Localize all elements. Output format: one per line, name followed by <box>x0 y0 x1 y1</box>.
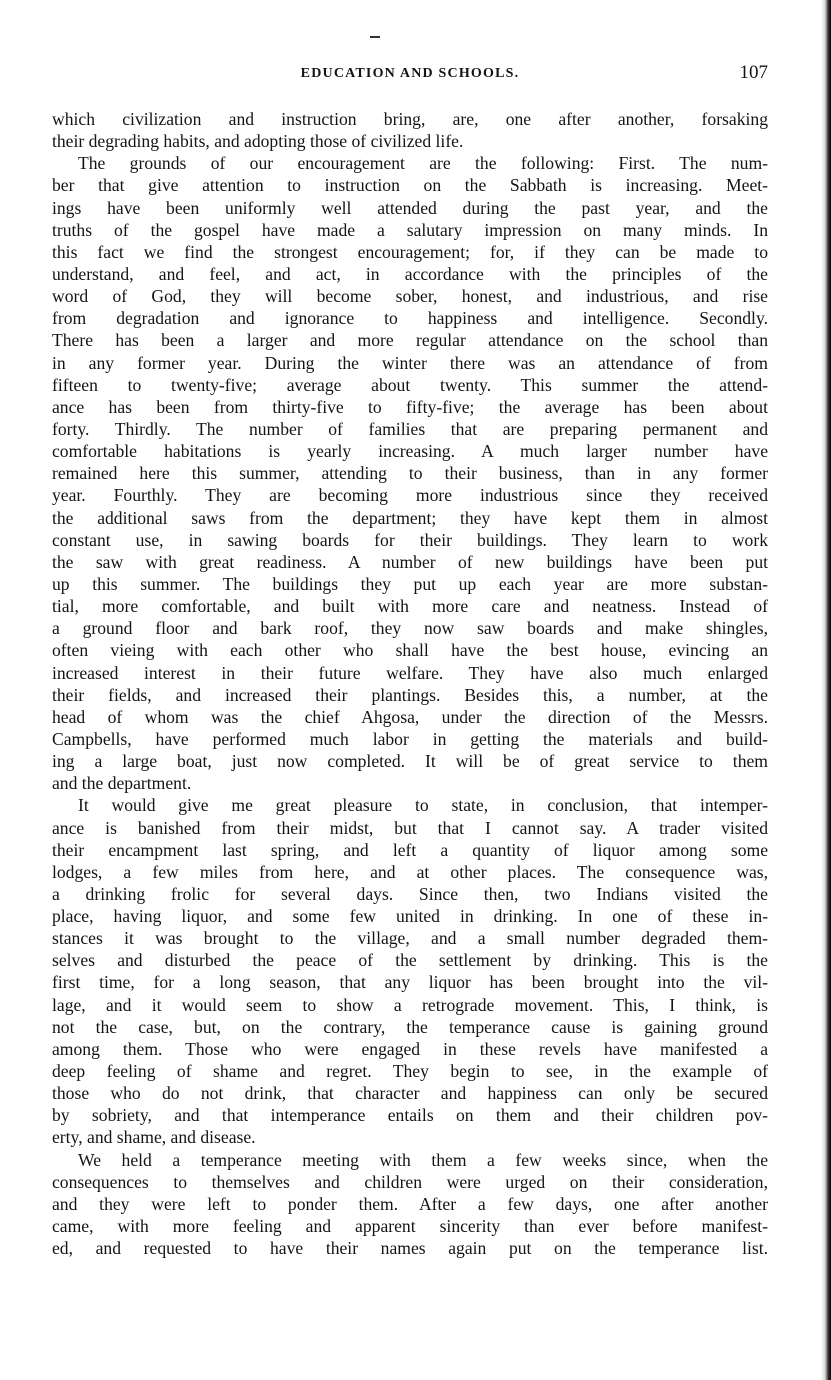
text-line: fifteen to twenty-five; average about twenty. This summer the attend- <box>52 374 768 395</box>
page-number: 107 <box>739 62 768 83</box>
text-line: word of God, they will become sober, honest, and industrious, and rise <box>52 286 768 307</box>
text-line: in any former year. During the winter there was an attendance of from <box>52 352 768 373</box>
text-line: lodges, a few miles from here, and at other places. The consequence was, <box>52 861 768 882</box>
body-text <box>52 108 768 1259</box>
text-line: erty, and shame, and disease. <box>52 1127 256 1148</box>
text-line: and they were left to ponder them. After a few days, one after another <box>52 1193 768 1214</box>
text-line: not the case, but, on the contrary, the temperance cause is gaining ground <box>52 1016 768 1037</box>
text-line: ber that give attention to instruction on the Sabbath is increasing. Meet- <box>52 175 768 196</box>
text-line: ing a large boat, just now completed. It will be of great service to them <box>52 751 768 772</box>
text-line: came, with more feeling and apparent sincerity than ever before manifest- <box>52 1216 768 1237</box>
text-line: their encampment last spring, and left a quantity of liquor among some <box>52 839 768 860</box>
text-line: stances it was brought to the village, and a small number degraded them- <box>52 928 768 949</box>
text-line: understand, and feel, and act, in accordance with the principles of the <box>52 263 768 284</box>
text-line: their fields, and increased their plantings. Besides this, a number, at the <box>52 684 768 705</box>
text-line: deep feeling of shame and regret. They begin to see, in the example of <box>52 1061 768 1082</box>
text-line: comfortable habitations is yearly increasing. A much larger number have <box>52 441 768 462</box>
page-edge-shadow <box>821 0 831 1380</box>
text-line: a ground floor and bark roof, they now saw boards and make shingles, <box>52 618 768 639</box>
text-line: year. Fourthly. They are becoming more industrious since they received <box>52 485 768 506</box>
text-line: consequences to themselves and children were urged on their consideration, <box>52 1171 768 1192</box>
text-line: this fact we find the strongest encouragement; for, if they can be made to <box>52 241 768 262</box>
text-line: place, having liquor, and some few united in drinking. In one of these in- <box>52 906 768 927</box>
text-line: often vieing with each other who shall have the best house, evincing an <box>52 640 768 661</box>
text-line: and the department. <box>52 773 192 794</box>
text-line: their degrading habits, and adopting those of civilized life. <box>52 131 464 152</box>
text-line: remained here this summer, attending to their business, than in any former <box>52 463 768 484</box>
text-line: a drinking frolic for several days. Since then, two Indians visited the <box>52 883 768 904</box>
text-line: head of whom was the chief Ahgosa, under the direction of the Messrs. <box>52 706 768 727</box>
printer-mark <box>370 36 380 38</box>
text-line: The grounds of our encouragement are the following: First. The num- <box>78 153 768 174</box>
text-line: up this summer. The buildings they put up each year are more substan- <box>52 573 768 594</box>
text-line: ance is banished from their midst, but that I cannot say. A trader visited <box>52 817 768 838</box>
running-title: EDUCATION AND SCHOOLS. <box>300 66 520 81</box>
text-line: the additional saws from the department; they have kept them in almost <box>52 507 768 528</box>
text-line: forty. Thirdly. The number of families that are preparing permanent and <box>52 418 768 439</box>
text-line: ings have been uniformly well attended during the past year, and the <box>52 197 768 218</box>
text-line: It would give me great pleasure to state, in conclusion, that intemper- <box>78 795 768 816</box>
text-line: There has been a larger and more regular attendance on the school than <box>52 330 768 351</box>
text-line: by sobriety, and that intemperance entails on them and their children pov- <box>52 1105 768 1126</box>
text-line: constant use, in sawing boards for their buildings. They learn to work <box>52 529 768 550</box>
text-line: among them. Those who were engaged in these revels have manifested a <box>52 1038 768 1059</box>
text-line: lage, and it would seem to show a retrograde movement. This, I think, is <box>52 994 768 1015</box>
text-line: the saw with great readiness. A number of new buildings have been put <box>52 551 768 572</box>
text-line: truths of the gospel have made a salutary impression on many minds. In <box>52 219 768 240</box>
text-line: tial, more comfortable, and built with more care and neatness. Instead of <box>52 596 768 617</box>
text-line: Campbells, have performed much labor in getting the materials and build- <box>52 728 768 749</box>
text-line: those who do not drink, that character and happiness can only be secured <box>52 1083 768 1104</box>
text-line: which civilization and instruction bring, are, one after another, forsaking <box>52 109 768 129</box>
text-line: increased interest in their future welfare. They have also much enlarged <box>52 662 768 683</box>
running-head <box>52 62 768 88</box>
text-line: ance has been from thirty-five to fifty-five; the average has been about <box>52 396 768 417</box>
text-line: ed, and requested to have their names again put on the temperance list. <box>52 1238 768 1259</box>
text-line: We held a temperance meeting with them a few weeks since, when the <box>78 1149 768 1170</box>
text-line: from degradation and ignorance to happiness and intelligence. Secondly. <box>52 308 768 329</box>
text-line: selves and disturbed the peace of the settlement by drinking. This is the <box>52 950 768 971</box>
text-line: first time, for a long season, that any liquor has been brought into the vil- <box>52 972 768 993</box>
